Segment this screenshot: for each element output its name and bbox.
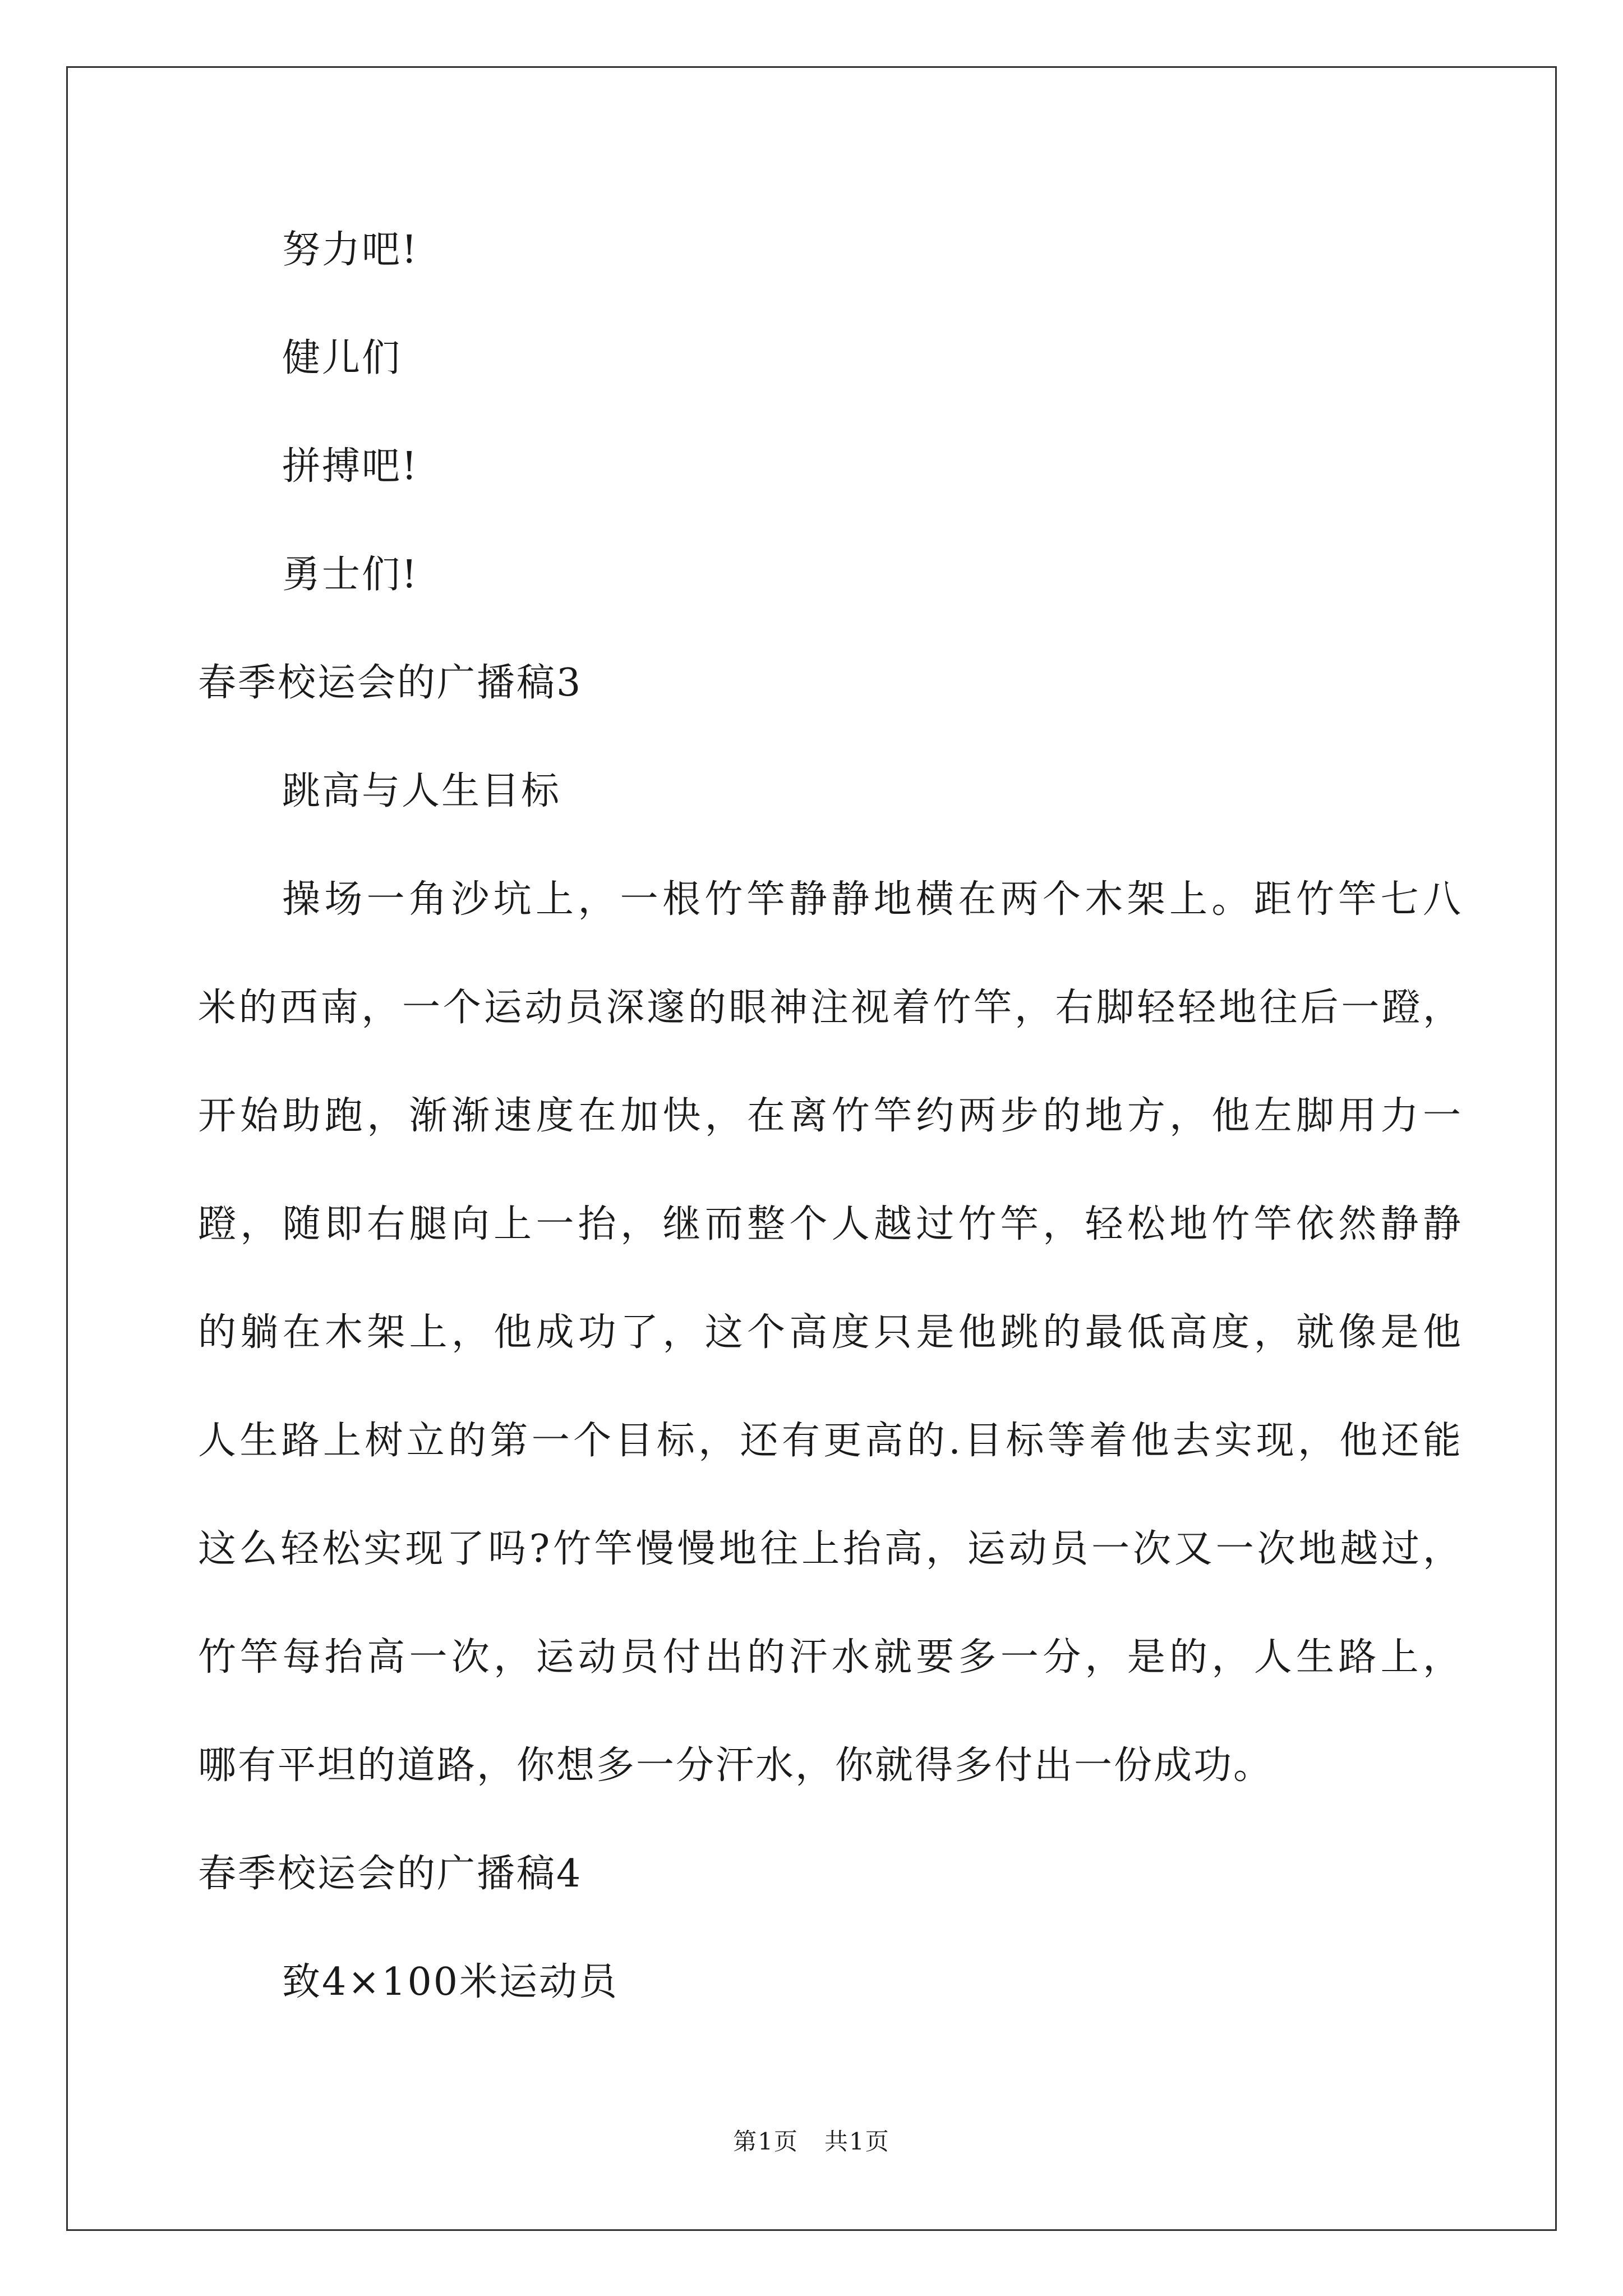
paragraph-line: 蹬，随即右腿向上一抬，继而整个人越过竹竿，轻松地竹竿依然静静: [198, 1202, 1463, 1246]
section-heading-3: 春季校运会的广播稿3: [198, 661, 583, 705]
section-subtitle-4: 致4×100米运动员: [282, 1960, 619, 2004]
page-border: [66, 66, 1557, 2231]
poem-line-4: 勇士们!: [282, 553, 419, 597]
page-footer: 第1页 共1页: [733, 2128, 890, 2155]
paragraph-line: 这么轻松实现了吗?竹竿慢慢地往上抬高，运动员一次又一次地越过，: [198, 1527, 1463, 1571]
section-subtitle-3: 跳高与人生目标: [282, 769, 561, 813]
paragraph-line: 哪有平坦的道路，你想多一分汗水，你就得多付出一份成功。: [198, 1743, 1274, 1788]
poem-line-3: 拼搏吧!: [282, 444, 419, 489]
paragraph-line: 开始助跑，渐渐速度在加快，在离竹竿约两步的地方，他左脚用力一: [198, 1094, 1463, 1138]
section-heading-4: 春季校运会的广播稿4: [198, 1852, 583, 1896]
paragraph-line: 操场一角沙坑上，一根竹竿静静地横在两个木架上。距竹竿七八: [282, 877, 1463, 922]
paragraph-line: 米的西南，一个运动员深邃的眼神注视着竹竿，右脚轻轻地往后一蹬，: [198, 986, 1463, 1030]
poem-line-2: 健儿们: [282, 336, 402, 380]
poem-line-1: 努力吧!: [282, 228, 419, 272]
paragraph-line: 人生路上树立的第一个目标，还有更高的.目标等着他去实现，他还能: [198, 1419, 1463, 1463]
paragraph-line: 竹竿每抬高一次，运动员付出的汗水就要多一分，是的，人生路上，: [198, 1635, 1463, 1680]
paragraph-line: 的躺在木架上，他成功了，这个高度只是他跳的最低高度，就像是他: [198, 1310, 1463, 1355]
